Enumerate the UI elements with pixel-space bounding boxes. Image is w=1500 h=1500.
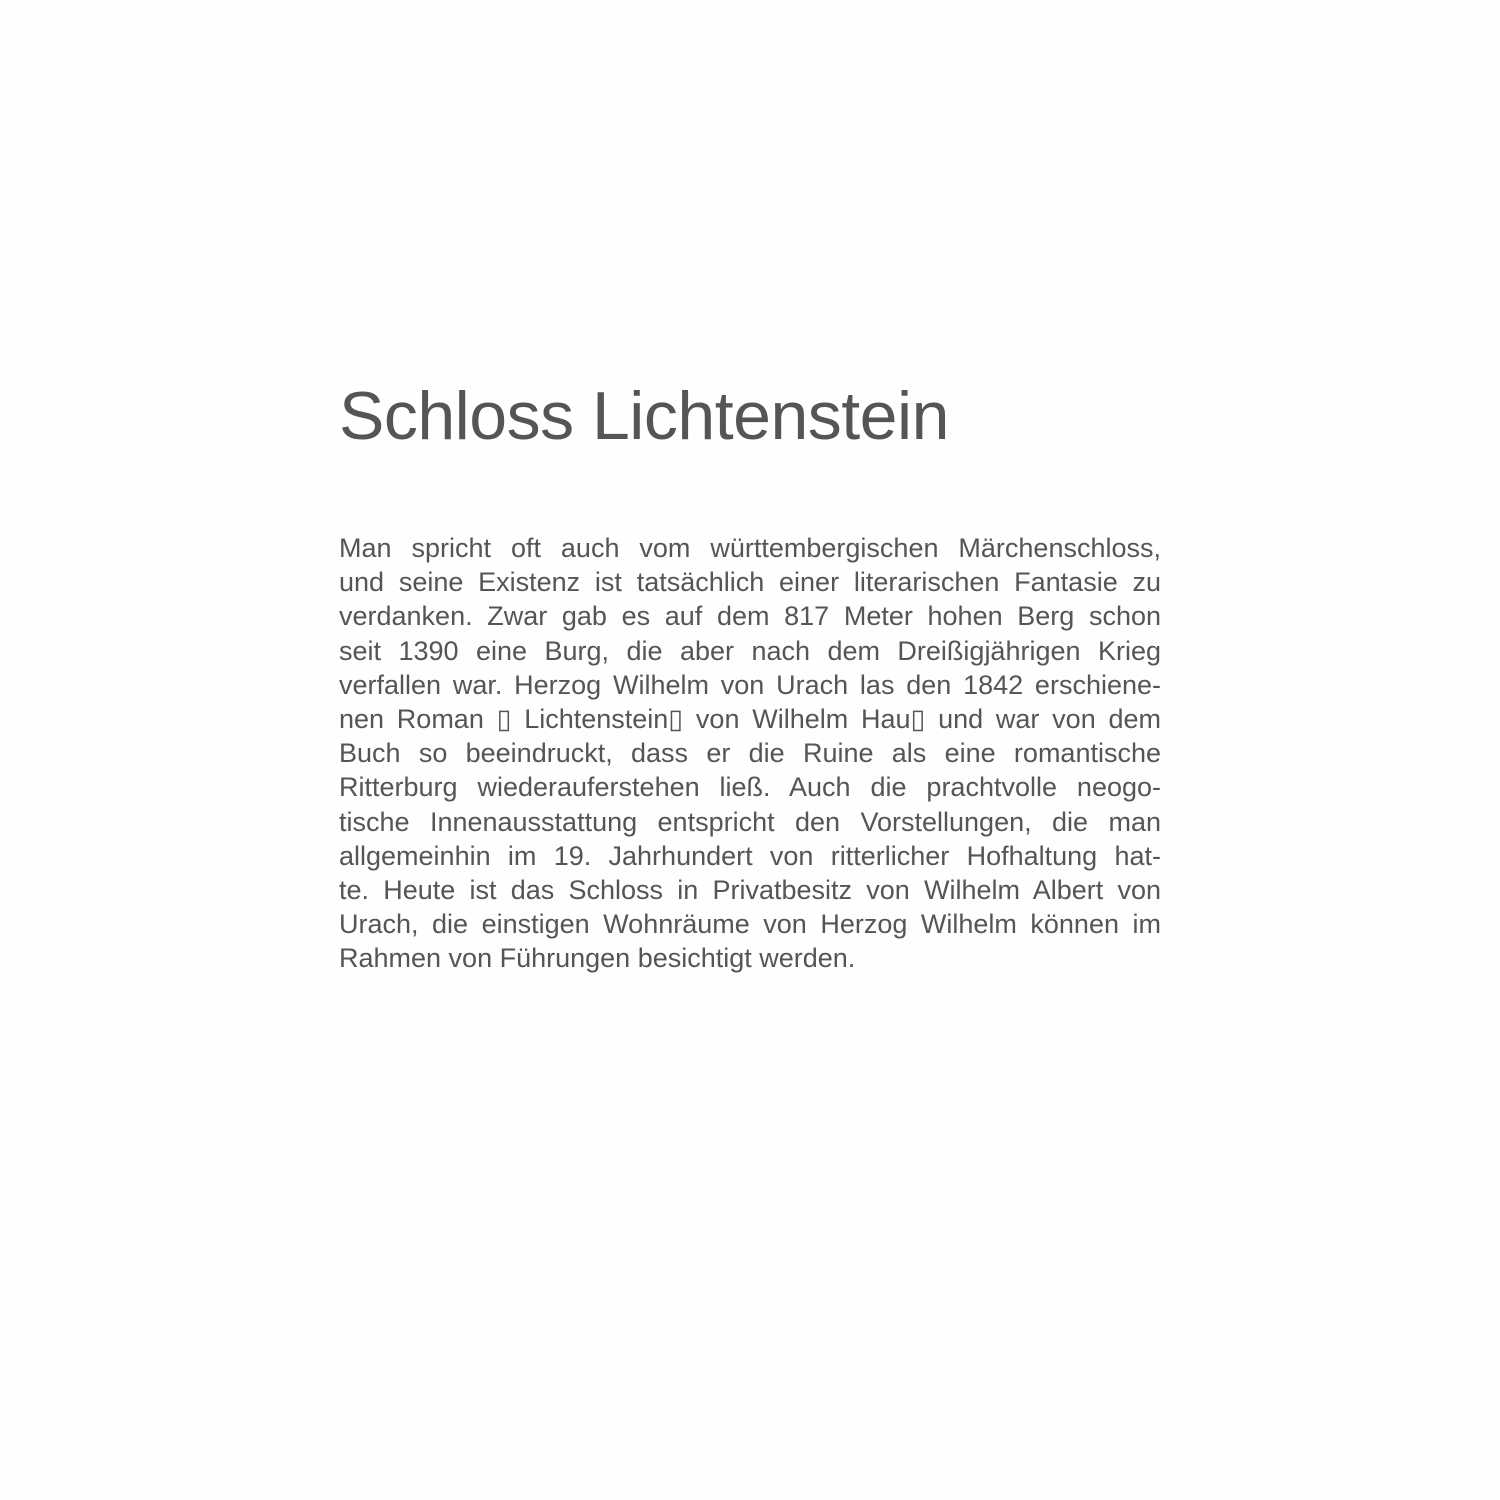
body-line: und seine Existenz ist tatsächlich einer literarischen Fantasie zu [339, 567, 1161, 598]
body-line: Rahmen von Führungen besichtigt werden. [339, 943, 856, 974]
body-line: Ritterburg wiederauferstehen ließ. Auch die prachtvolle neogo- [339, 772, 1161, 803]
body-line: tische Innenausstattung entspricht den Vorstellungen, die man [339, 806, 1161, 837]
body-line: Buch so beeindruckt, dass er die Ruine als eine romantische [339, 738, 1161, 769]
body-line: Man spricht oft auch vom württembergischen Märchenschloss, [339, 533, 1161, 563]
body-line: Urach, die einstigen Wohnräume von Herzog Wilhelm können im [339, 909, 1161, 940]
body-line: te. Heute ist das Schloss in Privatbesitz von Wilhelm Albert von [339, 874, 1161, 905]
body-line: seit 1390 eine Burg, die aber nach dem Dreißigjährigen Krieg [339, 635, 1161, 666]
article-body [339, 531, 1161, 975]
body-line: verfallen war. Herzog Wilhelm von Urach las den 1842 erschiene- [339, 669, 1161, 700]
body-line: allgemeinhin im 19. Jahrhundert von ritterlicher Hofhaltung hat- [339, 840, 1161, 871]
body-line: verdanken. Zwar gab es auf dem 817 Meter hohen Berg schon [339, 601, 1161, 632]
body-line: nen Roman ▯ Lichtenstein▯ von Wilhelm Hau▯ und war von dem [339, 703, 1161, 734]
page-title: Schloss Lichtenstein [339, 378, 949, 454]
